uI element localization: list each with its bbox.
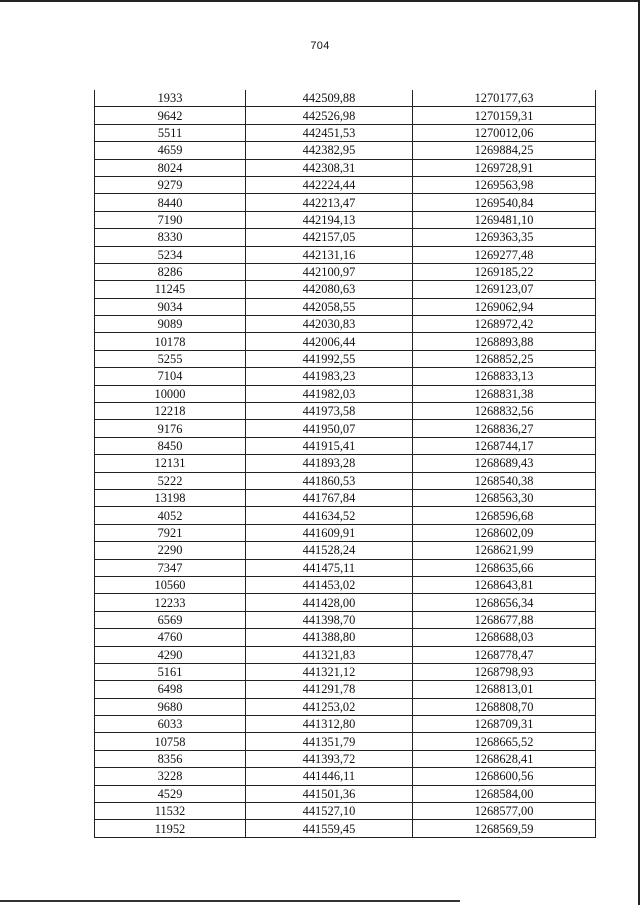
point-number-cell: 3228	[95, 768, 246, 785]
table-row	[95, 489, 596, 506]
x-coordinate-cell: 441321,12	[246, 663, 413, 680]
y-coordinate-cell: 1268689,43	[413, 455, 596, 472]
x-coordinate-cell: 442213,47	[246, 194, 413, 211]
table-row	[95, 142, 596, 159]
point-number-cell: 7921	[95, 524, 246, 541]
table-row	[95, 281, 596, 298]
point-number-cell: 8024	[95, 159, 246, 176]
y-coordinate-cell: 1268677,88	[413, 611, 596, 628]
point-number-cell: 7347	[95, 559, 246, 576]
point-number-cell: 10560	[95, 576, 246, 593]
point-number-cell: 6569	[95, 611, 246, 628]
x-coordinate-cell: 441501,36	[246, 785, 413, 802]
y-coordinate-cell: 1268808,70	[413, 698, 596, 715]
x-coordinate-cell: 441453,02	[246, 576, 413, 593]
x-coordinate-cell: 442194,13	[246, 211, 413, 228]
y-coordinate-cell: 1268584,00	[413, 785, 596, 802]
point-number-cell: 4529	[95, 785, 246, 802]
point-number-cell: 7104	[95, 368, 246, 385]
y-coordinate-cell: 1268831,38	[413, 385, 596, 402]
point-number-cell: 12233	[95, 594, 246, 611]
table-row	[95, 124, 596, 141]
y-coordinate-cell: 1268643,81	[413, 576, 596, 593]
x-coordinate-cell: 441973,58	[246, 403, 413, 420]
point-number-cell: 10758	[95, 733, 246, 750]
point-number-cell: 6033	[95, 716, 246, 733]
y-coordinate-cell: 1268600,56	[413, 768, 596, 785]
point-number-cell: 5255	[95, 350, 246, 367]
table-row	[95, 176, 596, 193]
point-number-cell: 8330	[95, 229, 246, 246]
x-coordinate-cell: 441393,72	[246, 750, 413, 767]
y-coordinate-cell: 1269540,84	[413, 194, 596, 211]
point-number-cell: 8440	[95, 194, 246, 211]
table-row	[95, 611, 596, 628]
table-row	[95, 507, 596, 524]
y-coordinate-cell: 1268688,03	[413, 629, 596, 646]
table-row	[95, 698, 596, 715]
table-row	[95, 820, 596, 837]
table-row	[95, 768, 596, 785]
x-coordinate-cell: 442526,98	[246, 107, 413, 124]
point-number-cell: 8356	[95, 750, 246, 767]
table-row	[95, 594, 596, 611]
x-coordinate-cell: 441475,11	[246, 559, 413, 576]
x-coordinate-cell: 441528,24	[246, 542, 413, 559]
point-number-cell: 5234	[95, 246, 246, 263]
table-row	[95, 663, 596, 680]
point-number-cell: 13198	[95, 489, 246, 506]
x-coordinate-cell: 441559,45	[246, 820, 413, 837]
x-coordinate-cell: 441321,83	[246, 646, 413, 663]
point-number-cell: 9176	[95, 420, 246, 437]
x-coordinate-cell: 441982,03	[246, 385, 413, 402]
y-coordinate-cell: 1268852,25	[413, 350, 596, 367]
point-number-cell: 4659	[95, 142, 246, 159]
point-number-cell: 9034	[95, 298, 246, 315]
y-coordinate-cell: 1269277,48	[413, 246, 596, 263]
point-number-cell: 12218	[95, 403, 246, 420]
point-number-cell: 8450	[95, 437, 246, 454]
y-coordinate-cell: 1268709,31	[413, 716, 596, 733]
x-coordinate-cell: 442058,55	[246, 298, 413, 315]
x-coordinate-cell: 441860,53	[246, 472, 413, 489]
y-coordinate-cell: 1269062,94	[413, 298, 596, 315]
y-coordinate-cell: 1268602,09	[413, 524, 596, 541]
table-row	[95, 472, 596, 489]
y-coordinate-cell: 1269728,91	[413, 159, 596, 176]
table-row	[95, 385, 596, 402]
x-coordinate-cell: 441312,80	[246, 716, 413, 733]
x-coordinate-cell: 441388,80	[246, 629, 413, 646]
table-row	[95, 629, 596, 646]
y-coordinate-cell: 1268778,47	[413, 646, 596, 663]
x-coordinate-cell: 441893,28	[246, 455, 413, 472]
table-row	[95, 316, 596, 333]
point-number-cell: 11245	[95, 281, 246, 298]
x-coordinate-cell: 442308,31	[246, 159, 413, 176]
x-coordinate-cell: 441527,10	[246, 803, 413, 820]
point-number-cell: 9680	[95, 698, 246, 715]
y-coordinate-cell: 1268656,34	[413, 594, 596, 611]
table-row	[95, 90, 596, 107]
y-coordinate-cell: 1268832,56	[413, 403, 596, 420]
table-row	[95, 333, 596, 350]
x-coordinate-cell: 441428,00	[246, 594, 413, 611]
x-coordinate-cell: 441291,78	[246, 681, 413, 698]
x-coordinate-cell: 442030,83	[246, 316, 413, 333]
y-coordinate-cell: 1268836,27	[413, 420, 596, 437]
y-coordinate-cell: 1268569,59	[413, 820, 596, 837]
table-row	[95, 194, 596, 211]
x-coordinate-cell: 442006,44	[246, 333, 413, 350]
table-row	[95, 211, 596, 228]
table-row	[95, 681, 596, 698]
y-coordinate-cell: 1268665,52	[413, 733, 596, 750]
table-row	[95, 403, 596, 420]
y-coordinate-cell: 1268635,66	[413, 559, 596, 576]
x-coordinate-cell: 441609,91	[246, 524, 413, 541]
y-coordinate-cell: 1270159,31	[413, 107, 596, 124]
point-number-cell: 4760	[95, 629, 246, 646]
y-coordinate-cell: 1269363,35	[413, 229, 596, 246]
point-number-cell: 8286	[95, 263, 246, 280]
x-coordinate-cell: 441446,11	[246, 768, 413, 785]
table-row	[95, 750, 596, 767]
table-row	[95, 542, 596, 559]
x-coordinate-cell: 442451,53	[246, 124, 413, 141]
x-coordinate-cell: 442224,44	[246, 176, 413, 193]
y-coordinate-cell: 1269563,98	[413, 176, 596, 193]
y-coordinate-cell: 1269123,07	[413, 281, 596, 298]
point-number-cell: 5511	[95, 124, 246, 141]
point-number-cell: 11532	[95, 803, 246, 820]
y-coordinate-cell: 1268628,41	[413, 750, 596, 767]
page-bottom-border	[0, 900, 460, 902]
point-number-cell: 1933	[95, 90, 246, 107]
y-coordinate-cell: 1268813,01	[413, 681, 596, 698]
point-number-cell: 5222	[95, 472, 246, 489]
x-coordinate-cell: 442131,16	[246, 246, 413, 263]
table-row	[95, 263, 596, 280]
table-body	[95, 90, 596, 837]
x-coordinate-cell: 442382,95	[246, 142, 413, 159]
point-number-cell: 9279	[95, 176, 246, 193]
y-coordinate-cell: 1268972,42	[413, 316, 596, 333]
x-coordinate-cell: 441992,55	[246, 350, 413, 367]
table-row	[95, 229, 596, 246]
x-coordinate-cell: 441634,52	[246, 507, 413, 524]
point-number-cell: 4052	[95, 507, 246, 524]
table-row	[95, 785, 596, 802]
point-number-cell: 7190	[95, 211, 246, 228]
y-coordinate-cell: 1270012,06	[413, 124, 596, 141]
table-row	[95, 716, 596, 733]
coordinates-table	[94, 90, 596, 838]
table-row	[95, 420, 596, 437]
x-coordinate-cell: 441950,07	[246, 420, 413, 437]
x-coordinate-cell: 441983,23	[246, 368, 413, 385]
table-row	[95, 646, 596, 663]
x-coordinate-cell: 442509,88	[246, 90, 413, 107]
point-number-cell: 10000	[95, 385, 246, 402]
y-coordinate-cell: 1268798,93	[413, 663, 596, 680]
x-coordinate-cell: 441915,41	[246, 437, 413, 454]
x-coordinate-cell: 441767,84	[246, 489, 413, 506]
table-row	[95, 159, 596, 176]
y-coordinate-cell: 1268621,99	[413, 542, 596, 559]
table-row	[95, 733, 596, 750]
y-coordinate-cell: 1269185,22	[413, 263, 596, 280]
point-number-cell: 11952	[95, 820, 246, 837]
table-row	[95, 368, 596, 385]
point-number-cell: 4290	[95, 646, 246, 663]
point-number-cell: 12131	[95, 455, 246, 472]
x-coordinate-cell: 441253,02	[246, 698, 413, 715]
x-coordinate-cell: 442080,63	[246, 281, 413, 298]
point-number-cell: 9642	[95, 107, 246, 124]
y-coordinate-cell: 1268563,30	[413, 489, 596, 506]
y-coordinate-cell: 1268596,68	[413, 507, 596, 524]
x-coordinate-cell: 442157,05	[246, 229, 413, 246]
y-coordinate-cell: 1269481,10	[413, 211, 596, 228]
point-number-cell: 2290	[95, 542, 246, 559]
table-row	[95, 298, 596, 315]
point-number-cell: 6498	[95, 681, 246, 698]
page-number: 704	[310, 40, 330, 52]
y-coordinate-cell: 1268893,88	[413, 333, 596, 350]
y-coordinate-cell: 1269884,25	[413, 142, 596, 159]
table-row	[95, 437, 596, 454]
x-coordinate-cell: 441398,70	[246, 611, 413, 628]
y-coordinate-cell: 1270177,63	[413, 90, 596, 107]
table-row	[95, 803, 596, 820]
table-row	[95, 559, 596, 576]
table-row	[95, 455, 596, 472]
point-number-cell: 10178	[95, 333, 246, 350]
point-number-cell: 5161	[95, 663, 246, 680]
table-row	[95, 350, 596, 367]
page-top-border	[0, 0, 640, 2]
point-number-cell: 9089	[95, 316, 246, 333]
x-coordinate-cell: 442100,97	[246, 263, 413, 280]
y-coordinate-cell: 1268744,17	[413, 437, 596, 454]
table-row	[95, 246, 596, 263]
y-coordinate-cell: 1268540,38	[413, 472, 596, 489]
table-row	[95, 107, 596, 124]
table-row	[95, 576, 596, 593]
x-coordinate-cell: 441351,79	[246, 733, 413, 750]
y-coordinate-cell: 1268833,13	[413, 368, 596, 385]
table-row	[95, 524, 596, 541]
y-coordinate-cell: 1268577,00	[413, 803, 596, 820]
